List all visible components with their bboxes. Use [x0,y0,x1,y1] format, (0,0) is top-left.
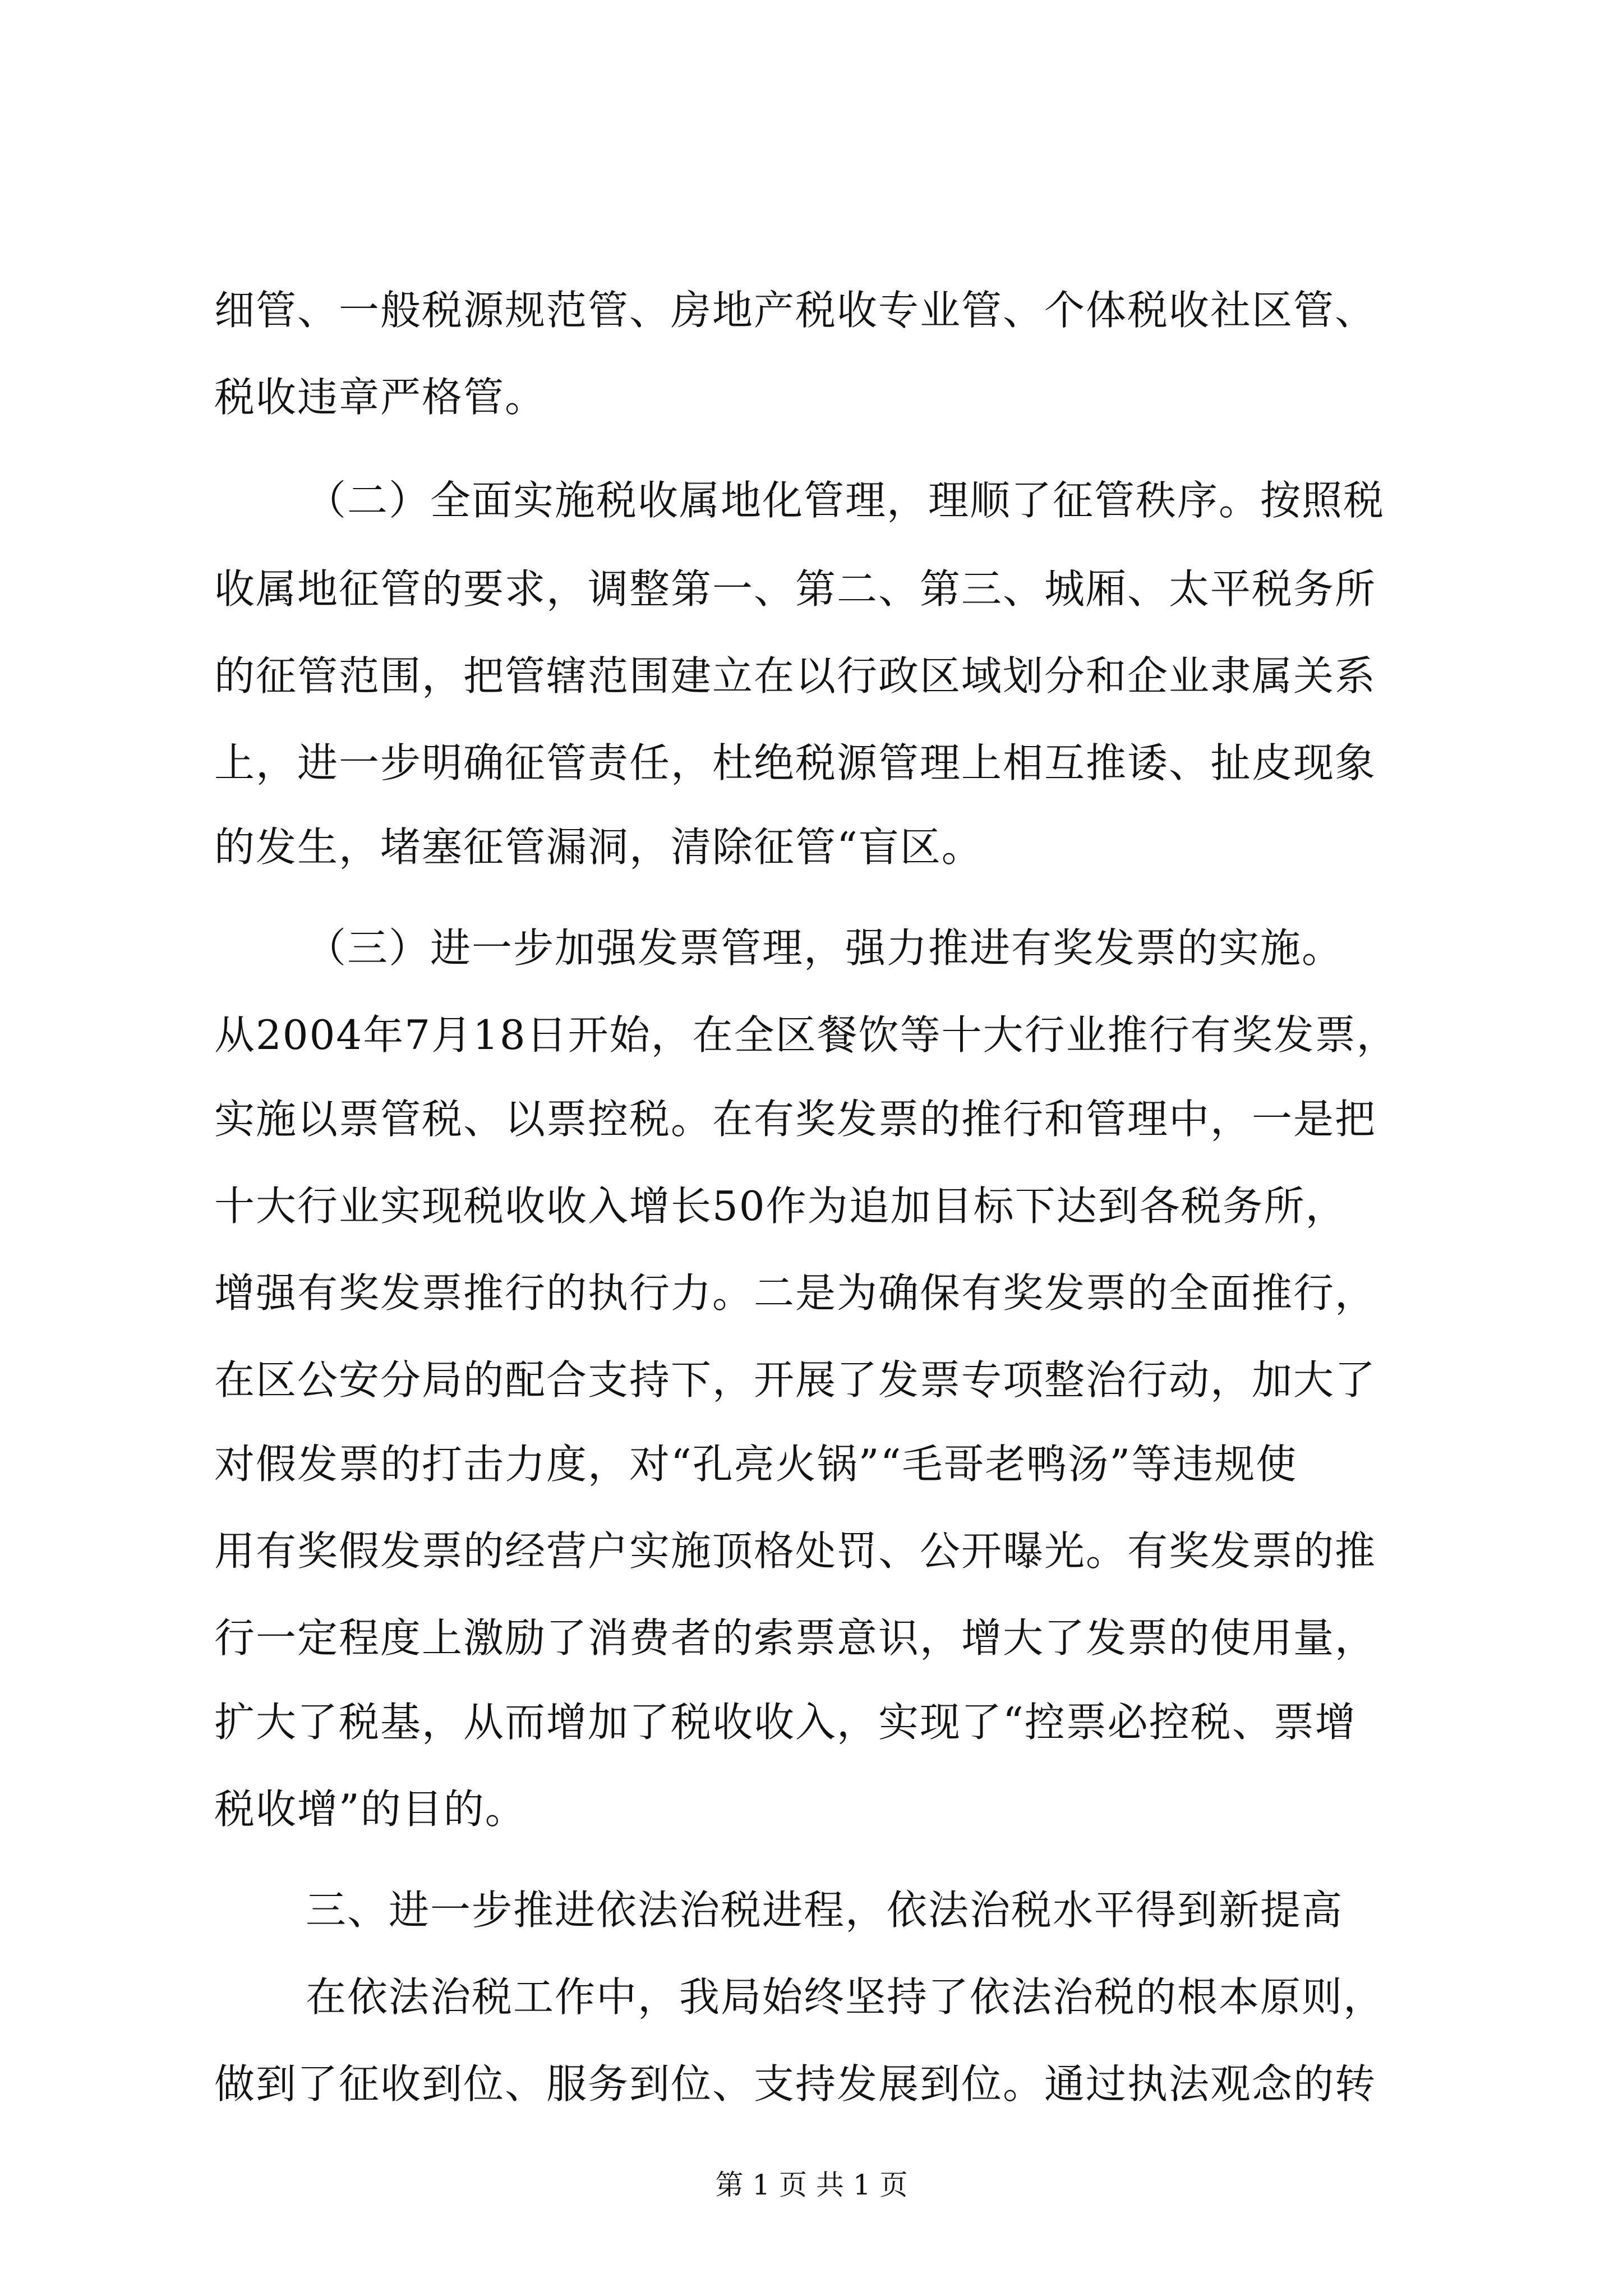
text-line: 税收违章严格管。 [214,374,547,421]
text-line: 从2004年7月18日开始，在全区餐饮等十大行业推行有奖发票， [214,1011,1398,1059]
text-line: 在依法治税工作中，我局始终坚持了依法治税的根本原则， [306,1973,1385,2021]
text-line: 对假发票的打击力度，对“孔亮火锅”“毛哥老鸭汤”等违规使 [214,1441,1298,1488]
text-line: 的征管范围，把管辖范围建立在以行政区域划分和企业隶属关系 [214,652,1377,700]
text-line: 行一定程度上激励了消费者的索票意识，增大了发票的使用量， [214,1614,1377,1662]
text-line: 上，进一步明确征管责任，杜绝税源管理上相互推诿、扯皮现象 [214,739,1377,786]
page-footer: 第 1 页 共 1 页 [715,2169,908,2201]
text-line: 用有奖假发票的经营户实施顶格处罚、公开曝光。有奖发票的推 [214,1527,1377,1575]
text-line: 在区公安分局的配合支持下，开展了发票专项整治行动，加大了 [214,1356,1377,1404]
text-line: 实施以票管税、以票控税。在有奖发票的推行和管理中，一是把 [214,1096,1377,1143]
text-line: 税收增”的目的。 [214,1786,527,1833]
text-line: 细管、一般税源规范管、房地产税收专业管、个体税收社区管、 [214,287,1377,334]
text-line: 的发生，堵塞征管漏洞，清除征管“盲区。 [214,823,983,871]
text-line: （二）全面实施税收属地化管理，理顺了征管秩序。按照税 [306,477,1385,524]
text-line: 增强有奖发票推行的执行力。二是为确保有奖发票的全面推行， [214,1269,1377,1317]
text-line: （三）进一步加强发票管理，强力推进有奖发票的实施。 [306,924,1344,972]
text-line: 做到了征收到位、服务到位、支持发展到位。通过执法观念的转 [214,2060,1377,2108]
text-line: 十大行业实现税收收入增长50作为追加目标下达到各税务所， [214,1182,1347,1230]
text-line: 扩大了税基，从而增加了税收收入，实现了“控票必控税、票增 [214,1699,1357,1746]
section-heading: 三、进一步推进依法治税进程，依法治税水平得到新提高 [306,1887,1344,1934]
text-line: 收属地征管的要求，调整第一、第二、第三、城厢、太平税务所 [214,565,1377,613]
